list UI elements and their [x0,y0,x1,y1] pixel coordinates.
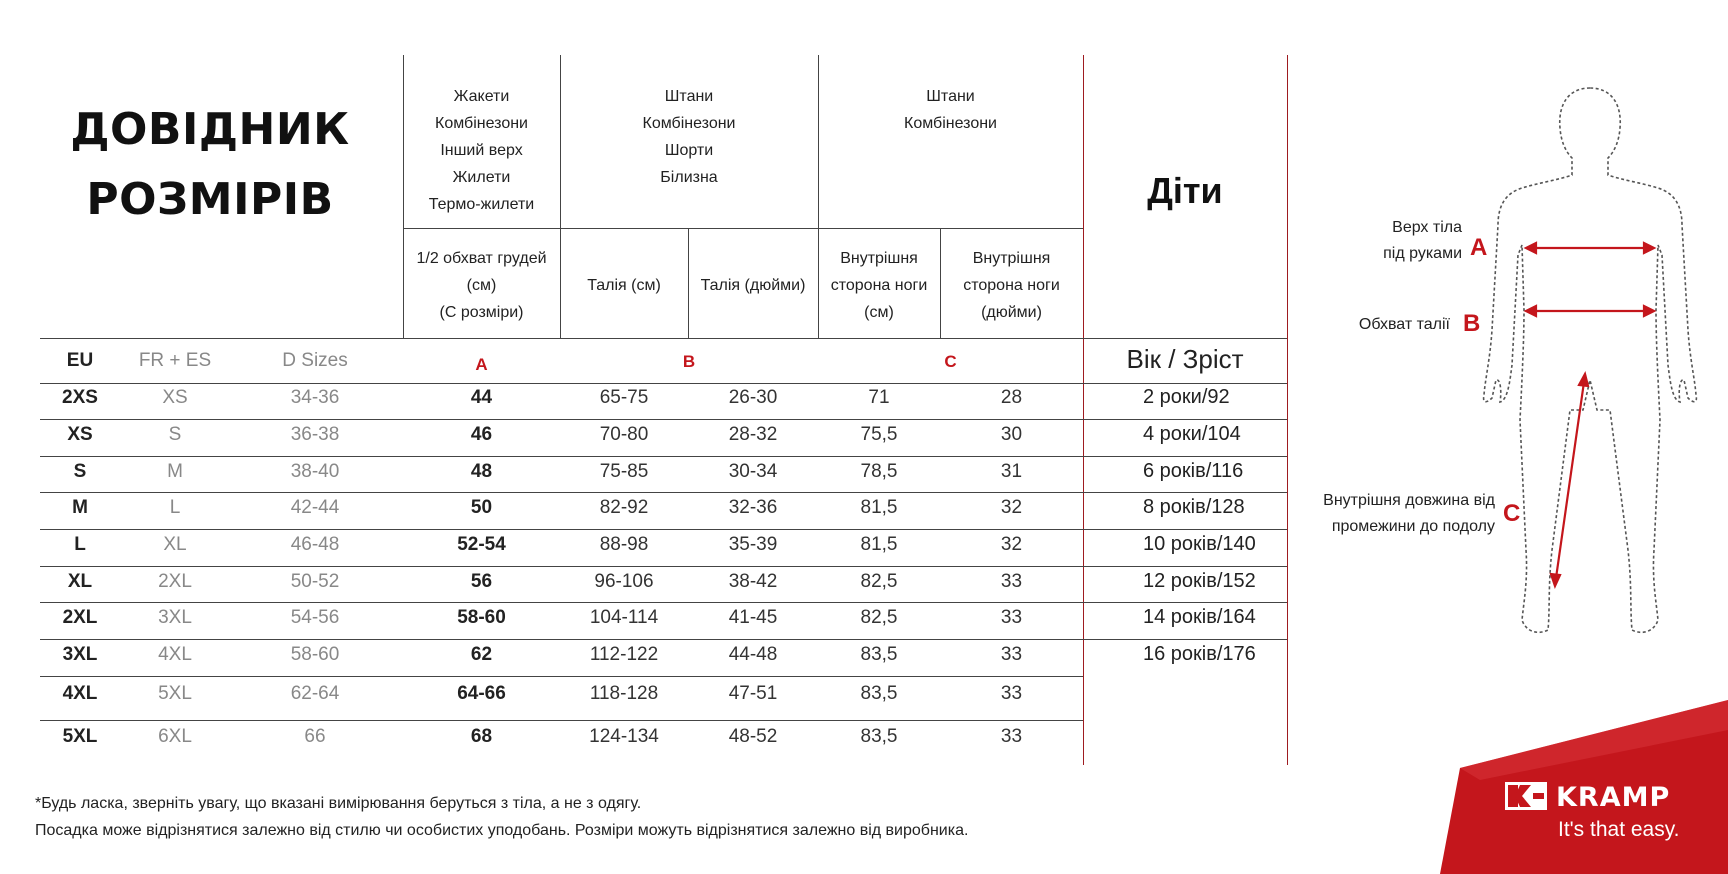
cell-a: 68 [470,726,493,747]
row-line [40,456,1287,457]
cell-d: 42-44 [290,497,340,518]
col-header-fr: FR + ES [138,350,212,371]
cell-eu: 2XL [62,607,98,628]
group-header-kids: Діти [1147,170,1223,211]
cell-d: 46-48 [290,534,340,555]
cell-i-cm: 83,5 [860,726,898,747]
kids-divider-right [1287,55,1288,765]
row-line [40,529,1287,530]
kids-divider-left [1083,55,1084,765]
cell-w-cm: 104-114 [589,607,659,628]
cell-i-cm: 82,5 [860,571,898,592]
cell-i-in: 31 [1000,461,1023,482]
label-upper-body: Верх тіла під руками [1383,219,1462,262]
cell-eu: XL [67,571,93,592]
cell-w-in: 28-32 [728,424,778,445]
label-mark-c: C [1503,500,1521,527]
row-line [40,383,1287,384]
cell-w-in: 38-42 [728,571,778,592]
cell-w-cm: 88-98 [599,534,649,555]
cell-i-cm: 83,5 [860,683,898,704]
cell-eu: 3XL [62,644,98,665]
cell-fr: S [168,424,182,445]
cell-kids: 2 роки/92 [1143,386,1230,408]
label-mark-b: B [1463,310,1481,337]
cell-i-cm: 78,5 [860,461,898,482]
grid-line [403,228,1083,229]
row-line [40,720,1083,721]
cell-w-in: 32-36 [728,497,778,518]
cell-fr: L [169,497,181,518]
cell-eu: 2XS [62,387,98,408]
cell-i-in: 32 [1000,534,1023,555]
label-waist: Обхват талії [1358,316,1450,333]
footnote-1: *Будь ласка, зверніть увагу, що вказані вимірювання беруться з тіла, а не з одягу. [35,795,642,812]
cell-eu: 5XL [62,726,98,747]
cell-a: 56 [470,571,493,592]
cell-i-in: 30 [1000,424,1023,445]
cell-w-in: 44-48 [728,644,778,665]
cell-w-cm: 75-85 [599,461,649,482]
cell-w-in: 41-45 [728,607,778,628]
cell-a: 44 [470,387,493,408]
cell-eu: 4XL [62,683,98,704]
brand-name: KRAMP [1556,782,1671,813]
col-header-b: B [682,352,696,371]
cell-i-cm: 83,5 [860,644,898,665]
col-header-eu: EU [66,350,94,371]
cell-a: 58-60 [457,607,506,628]
row-line [40,419,1287,420]
cell-i-in: 33 [1000,607,1023,628]
body-figure-icon [1440,80,1728,640]
col-header-kids: Вік / Зріст [1126,344,1244,374]
subheader-waist-in: Талія (дюйми) [700,277,806,294]
cell-kids: 12 років/152 [1143,570,1256,592]
cell-eu: L [74,534,86,555]
cell-i-in: 28 [1000,387,1023,408]
group-header-inseam: Штани Комбінезони [904,88,997,132]
cell-i-in: 32 [1000,497,1023,518]
cell-kids: 14 років/164 [1143,606,1256,628]
cell-w-cm: 118-128 [589,683,659,704]
subheader-inseam-cm: Внутрішня сторона ноги (см) [830,250,928,321]
cell-kids: 8 років/128 [1143,496,1245,518]
kramp-logo-icon [1505,782,1547,815]
brand-tagline: It's that easy. [1558,818,1680,841]
cell-fr: XS [162,387,188,408]
cell-a: 50 [470,497,493,518]
cell-i-in: 33 [1000,644,1023,665]
cell-a: 52-54 [457,534,506,555]
cell-fr: 2XL [158,571,192,592]
cell-a: 48 [470,461,493,482]
cell-w-cm: 70-80 [599,424,649,445]
cell-fr: 4XL [158,644,192,665]
cell-d: 38-40 [290,461,340,482]
page-title-line-2: РОЗМІРІВ [86,174,334,225]
cell-d: 54-56 [290,607,340,628]
row-line [40,676,1083,677]
cell-kids: 16 років/176 [1143,643,1256,665]
cell-w-cm: 65-75 [599,387,649,408]
footnote-2: Посадка може відрізнятися залежно від стилю чи особистих уподобань. Розміри можуть відрізнятися залежно від виробника. [35,822,969,839]
group-header-trousers: Штани Комбінезони Шорти Білизна [642,88,736,186]
page-title-line-1: ДОВІДНИК [70,104,350,155]
cell-kids: 4 роки/104 [1143,423,1241,445]
cell-i-cm: 81,5 [860,534,898,555]
cell-fr: 6XL [158,726,192,747]
cell-kids: 6 років/116 [1143,460,1244,482]
cell-w-in: 47-51 [728,683,778,704]
cell-fr: 3XL [158,607,192,628]
subheader-inseam-in: Внутрішня сторона ноги (дюйми) [963,250,1060,321]
cell-eu: M [72,497,88,518]
cell-i-cm: 81,5 [860,497,898,518]
cell-d: 36-38 [290,424,340,445]
cell-w-cm: 112-122 [589,644,659,665]
cell-i-cm: 75,5 [860,424,898,445]
cell-eu: S [73,461,87,482]
col-header-a: A [475,355,488,374]
label-inseam: Внутрішня довжина від промежини до подолу [1323,492,1495,535]
cell-eu: XS [67,424,93,445]
cell-fr: M [167,461,183,482]
cell-w-cm: 124-134 [589,726,659,747]
cell-fr: 5XL [158,683,192,704]
row-line [40,492,1287,493]
col-header-c: C [944,352,957,371]
cell-d: 34-36 [290,387,340,408]
cell-i-in: 33 [1000,726,1023,747]
cell-i-in: 33 [1000,683,1023,704]
row-line [40,566,1287,567]
cell-a: 46 [470,424,493,445]
subheader-waist-cm: Талія (см) [587,277,661,294]
cell-d: 50-52 [290,571,340,592]
cell-d: 58-60 [290,644,340,665]
cell-d: 66 [304,726,326,747]
cell-w-in: 30-34 [728,461,778,482]
cell-w-in: 35-39 [728,534,778,555]
group-header-jackets: Жакети Комбінезони Інший верх Жилети Термо-жилети [428,88,535,213]
row-line [40,639,1287,640]
cell-i-cm: 82,5 [860,607,898,628]
cell-i-in: 33 [1000,571,1023,592]
cell-a: 64-66 [457,683,506,704]
col-header-d: D Sizes [282,350,348,371]
cell-w-cm: 82-92 [599,497,649,518]
row-line [40,338,1287,339]
cell-w-in: 48-52 [728,726,778,747]
cell-kids: 10 років/140 [1143,533,1256,555]
cell-a: 62 [470,644,493,665]
cell-d: 62-64 [290,683,340,704]
cell-i-cm: 71 [868,387,890,408]
cell-fr: XL [163,534,187,555]
row-line [40,602,1287,603]
cell-w-cm: 96-106 [594,571,654,592]
subheader-chest: 1/2 обхват грудей (см) (С розміри) [416,250,547,321]
label-mark-a: A [1470,234,1488,261]
cell-w-in: 26-30 [728,387,778,408]
